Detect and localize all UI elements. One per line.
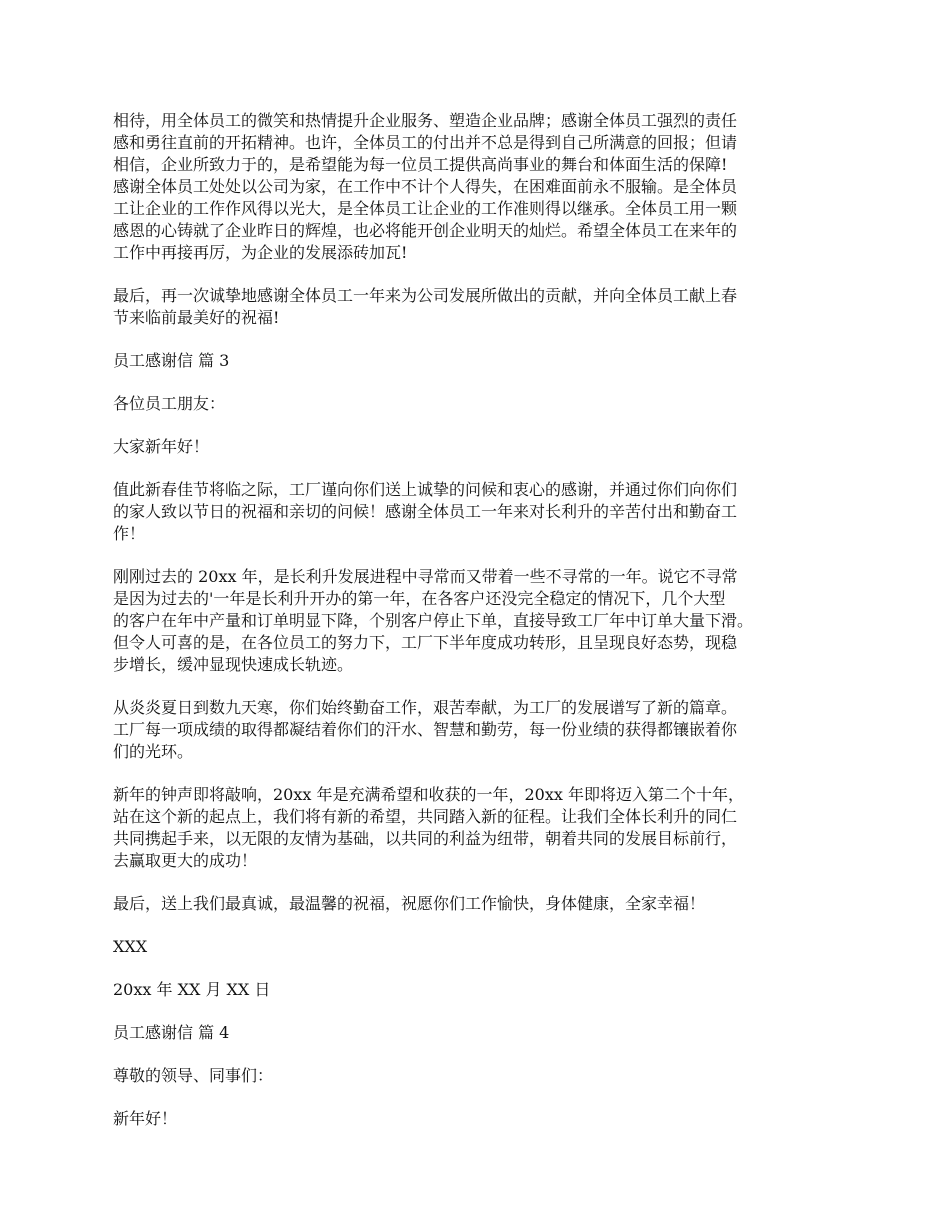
- salutation-text: 尊敬的领导、同事们：: [113, 1066, 274, 1085]
- text-line: 站在这个新的起点上，我们将有新的希望，共同踏入新的征程。让我们全体长利升的同仁: [113, 807, 738, 826]
- paragraph-gratitude-body: [113, 110, 838, 264]
- paragraph-new-year-outlook: [113, 784, 838, 872]
- text-line: 去赢取更大的成功！: [113, 851, 258, 870]
- text-line: 感恩的心铸就了企业昨日的辉煌，也必将能开创企业明天的灿烂。希望全体员工在来年的: [113, 221, 738, 240]
- text-line: 的家人致以节日的祝福和亲切的问候！感谢全体员工一年来对长利升的辛苦付出和勤奋工: [113, 502, 738, 521]
- text-line: 们的光环。: [113, 742, 194, 761]
- paragraph-closing-thanks: [113, 285, 838, 329]
- paragraph-final-wishes: [113, 893, 838, 915]
- text-line: 从炎炎夏日到数九天寒，你们始终勤奋工作，艰苦奉献，为工厂的发展谱写了新的篇章。: [113, 698, 738, 717]
- text-line: 工作中再接再厉，为企业的发展添砖加瓦!: [113, 243, 408, 262]
- greeting: [113, 436, 838, 458]
- paragraph-hard-work: [113, 697, 838, 763]
- text-line: 相信，企业所致力于的，是希望能为每一位员工提供高尚事业的舞台和体面生活的保障!: [113, 155, 728, 174]
- date-text: 20xx 年 XX 月 XX 日: [113, 980, 271, 999]
- text-line: 节来临前最美好的祝福!: [113, 308, 280, 327]
- text-line: 是因为过去的'一年是长利升开办的第一年，在各客户还没完全稳定的情况下，几个大型: [113, 589, 726, 608]
- salutation-text: 各位员工朋友：: [113, 394, 226, 413]
- text-line: 刚刚过去的 20xx 年，是长利升发展进程中寻常而又带着一些不寻常的一年。说它不寻常: [113, 567, 738, 586]
- greeting-text: 新年好！: [113, 1109, 178, 1128]
- text-line: 感谢全体员工处处以公司为家，在工作中不计个人得失，在困难面前永不服输。是全体员: [113, 177, 738, 196]
- heading-text: 员工感谢信 篇 3: [113, 351, 230, 370]
- salutation: [113, 393, 838, 415]
- text-line: 作！: [113, 524, 146, 543]
- text-line: 最后，送上我们最真诚，最温馨的祝福，祝愿你们工作愉快，身体健康，全家幸福！: [113, 894, 706, 913]
- greeting-new-year: [113, 1108, 838, 1130]
- text-line: 但令人可喜的是，在各位员工的努力下，工厂下半年度成功转形，且呈现良好态势，现稳: [113, 633, 738, 652]
- section-heading-4: [113, 1022, 838, 1044]
- section-heading-3: [113, 350, 838, 372]
- text-line: 新年的钟声即将敲响，20xx 年是充满希望和收获的一年，20xx 年即将迈入第二个十年，: [113, 785, 744, 804]
- text-line: 的客户在年中产量和订单明显下降，个别客户停止下单，直接导致工厂年中订单大量下滑。: [113, 611, 754, 630]
- text-line: 工让企业的工作作风得以光大，是全体员工让企业的工作准则得以继承。全体员工用一颗: [113, 199, 738, 218]
- signature-text: XXX: [113, 937, 148, 956]
- text-line: 相待，用全体员工的微笑和热情提升企业服务、塑造企业品牌；感谢全体员工强烈的责任: [113, 111, 738, 130]
- date-line: [113, 979, 838, 1001]
- heading-text: 员工感谢信 篇 4: [113, 1023, 230, 1042]
- greeting-text: 大家新年好！: [113, 437, 210, 456]
- document-page: [113, 110, 838, 1151]
- text-line: 共同携起手来，以无限的友情为基础，以共同的利益为纽带，朝着共同的发展目标前行，: [113, 829, 738, 848]
- paragraph-year-review: [113, 566, 838, 676]
- signature: [113, 936, 838, 958]
- text-line: 值此新春佳节将临之际，工厂谨向你们送上诚挚的问候和衷心的感谢，并通过你们向你们: [113, 480, 738, 499]
- paragraph-festival-greeting: [113, 479, 838, 545]
- text-line: 步增长，缓冲显现快速成长轨迹。: [113, 655, 354, 674]
- text-line: 感和勇往直前的开拓精神。也许，全体员工的付出并不总是得到自己所满意的回报；但请: [113, 133, 738, 152]
- salutation-leaders: [113, 1065, 838, 1087]
- text-line: 最后，再一次诚挚地感谢全体员工一年来为公司发展所做出的贡献，并向全体员工献上春: [113, 286, 738, 305]
- text-line: 工厂每一项成绩的取得都凝结着你们的汗水、智慧和勤劳，每一份业绩的获得都镶嵌着你: [113, 720, 738, 739]
